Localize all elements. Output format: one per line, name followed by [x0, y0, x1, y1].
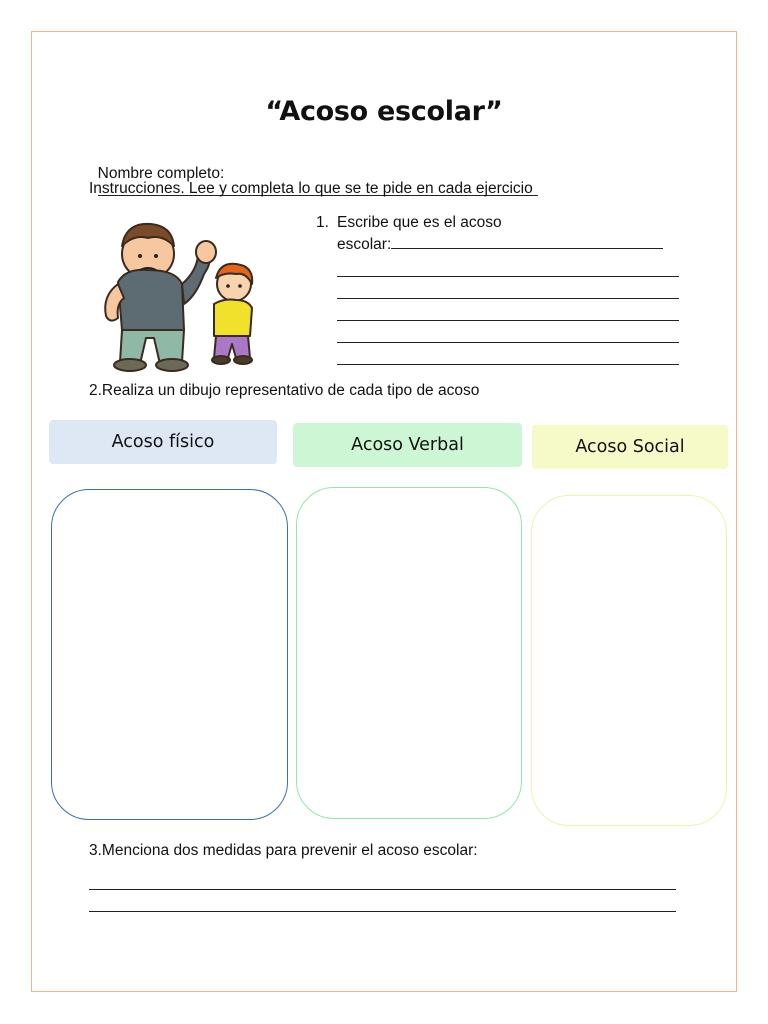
q1-line1: Escribe que es el acoso — [337, 214, 502, 231]
instructions-text: Instrucciones. Lee y completa lo que se te pide en cada ejercicio — [89, 180, 533, 197]
drawing-box-social[interactable] — [531, 495, 727, 826]
q2-text: 2.Realiza un dibujo representativo de cada tipo de acoso — [89, 382, 480, 399]
q1-answer-line[interactable] — [337, 298, 679, 299]
bully-illustration — [96, 212, 266, 372]
drawing-box-fisico[interactable] — [51, 489, 288, 820]
drawing-box-verbal[interactable] — [296, 487, 522, 819]
q3-answer-line[interactable] — [89, 911, 676, 912]
q1-answer-line[interactable] — [337, 320, 679, 321]
q1-answer-line[interactable] — [337, 364, 679, 365]
worksheet-title: “Acoso escolar” — [265, 96, 503, 127]
q3-text: 3.Menciona dos medidas para prevenir el acoso escolar: — [89, 842, 478, 859]
q1-answer-line[interactable] — [337, 342, 679, 343]
q1-blank-inline[interactable] — [391, 248, 663, 249]
q1-answer-line[interactable] — [337, 276, 679, 277]
label-acoso-social: Acoso Social — [532, 425, 728, 469]
label-acoso-fisico: Acoso físico — [49, 420, 277, 464]
name-label: Nombre completo: — [97, 165, 225, 182]
label-acoso-verbal: Acoso Verbal — [293, 423, 522, 467]
q3-answer-line[interactable] — [89, 889, 676, 890]
q1-line2: escolar: — [337, 236, 392, 253]
q1-text — [337, 212, 677, 256]
q1-number: 1. — [316, 214, 329, 231]
